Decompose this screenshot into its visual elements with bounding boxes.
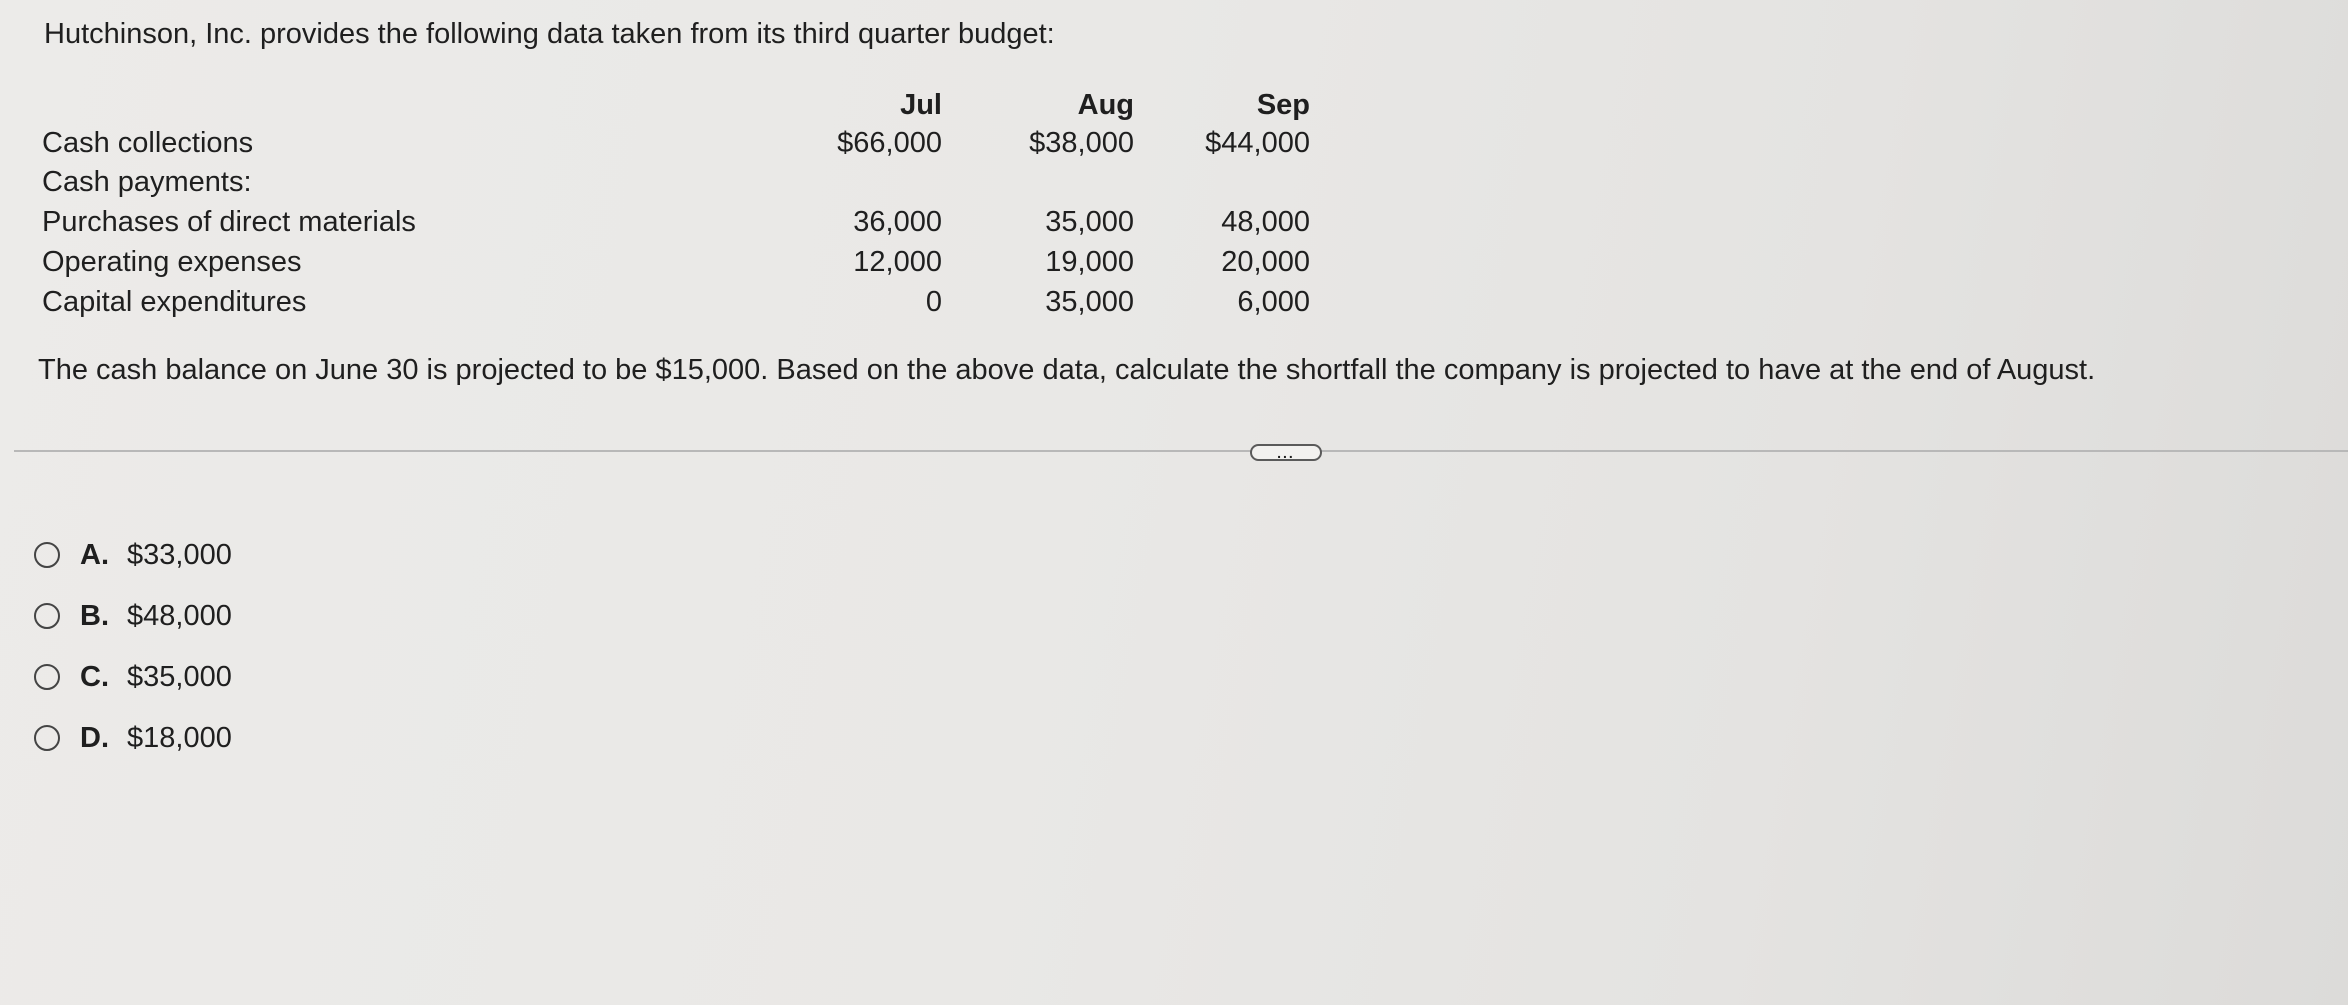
option-letter: A. bbox=[80, 538, 109, 571]
divider bbox=[14, 450, 2348, 452]
option-text: $33,000 bbox=[127, 538, 232, 571]
option-text: $48,000 bbox=[127, 599, 232, 632]
radio-button[interactable] bbox=[34, 664, 60, 690]
table-row bbox=[42, 162, 1310, 202]
budget-table bbox=[42, 86, 1310, 322]
option-a[interactable] bbox=[34, 535, 232, 575]
cell-sep bbox=[1134, 162, 1310, 202]
cell-aug: 35,000 bbox=[1045, 205, 1134, 238]
cell-sep: 48,000 bbox=[1221, 205, 1310, 238]
option-b[interactable] bbox=[34, 596, 232, 636]
table-row bbox=[42, 124, 1310, 162]
cell-aug bbox=[942, 162, 1134, 202]
row-label: Cash collections bbox=[42, 126, 254, 159]
table-row bbox=[42, 202, 1310, 242]
table-header-row bbox=[42, 86, 1310, 124]
option-letter: C. bbox=[80, 660, 109, 693]
header-label-blank bbox=[42, 86, 732, 124]
table-row bbox=[42, 242, 1310, 282]
option-text: $35,000 bbox=[127, 660, 232, 693]
option-c[interactable] bbox=[34, 657, 232, 697]
cell-aug: 19,000 bbox=[1045, 245, 1134, 278]
question-text: The cash balance on June 30 is projected to be $15,000. Based on the above data, calculate the shortfall the company is projected to have at the end of August. bbox=[38, 354, 2096, 386]
cell-jul: $66,000 bbox=[837, 126, 942, 159]
radio-button[interactable] bbox=[34, 603, 60, 629]
option-letter: D. bbox=[80, 721, 109, 754]
cell-sep: 6,000 bbox=[1237, 285, 1310, 318]
cell-sep: $44,000 bbox=[1205, 126, 1310, 159]
more-options-button[interactable]: ... bbox=[1250, 444, 1322, 461]
option-d[interactable] bbox=[34, 718, 232, 758]
option-letter: B. bbox=[80, 599, 109, 632]
header-sep: Sep bbox=[1256, 88, 1310, 121]
radio-button[interactable] bbox=[34, 725, 60, 751]
cell-jul: 12,000 bbox=[853, 245, 942, 278]
cell-jul: 0 bbox=[925, 285, 942, 318]
cell-jul bbox=[732, 162, 942, 202]
question-intro: Hutchinson, Inc. provides the following data taken from its third quarter budget: bbox=[44, 18, 1055, 50]
cell-aug: 35,000 bbox=[1045, 285, 1134, 318]
row-label: Capital expenditures bbox=[42, 285, 307, 318]
radio-button[interactable] bbox=[34, 542, 60, 568]
cell-aug: $38,000 bbox=[1029, 126, 1134, 159]
row-label: Operating expenses bbox=[42, 245, 302, 278]
answer-options bbox=[34, 535, 232, 779]
option-text: $18,000 bbox=[127, 721, 232, 754]
table-row bbox=[42, 282, 1310, 322]
header-aug: Aug bbox=[1077, 88, 1134, 121]
cell-jul: 36,000 bbox=[853, 205, 942, 238]
row-label: Cash payments: bbox=[42, 165, 252, 198]
header-jul: Jul bbox=[900, 88, 942, 121]
cell-sep: 20,000 bbox=[1221, 245, 1310, 278]
row-label: Purchases of direct materials bbox=[42, 205, 416, 238]
